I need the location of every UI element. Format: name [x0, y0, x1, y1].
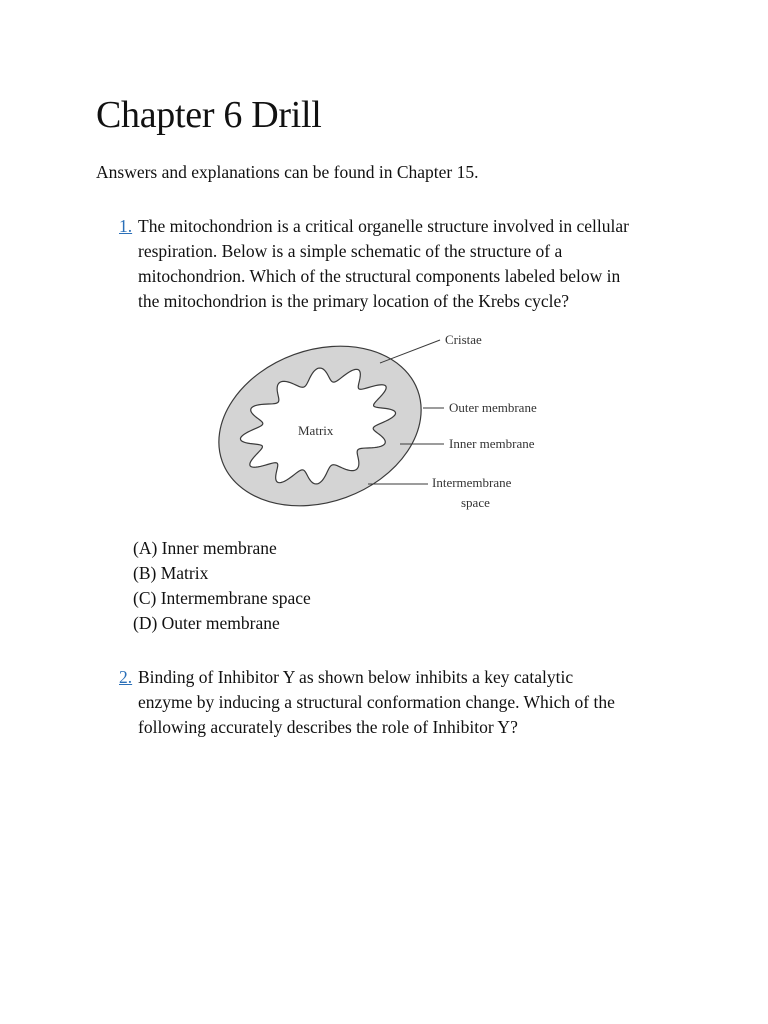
- question-2-text: [119, 665, 679, 740]
- question-1-number-link[interactable]: 1.: [119, 216, 133, 236]
- inner-membrane-label: Inner membrane: [449, 436, 535, 451]
- question-2-line: Binding of Inhibitor Y as shown below inhibits a key catalytic: [138, 667, 574, 687]
- page-title: Chapter 6 Drill: [96, 94, 322, 136]
- question-1-line: The mitochondrion is a critical organelle structure involved in cellular: [138, 216, 629, 236]
- intermembrane-space-label: space: [461, 495, 490, 510]
- question-1-options: [133, 536, 311, 636]
- option-d[interactable]: (D) Outer membrane: [133, 613, 280, 633]
- question-2-line: enzyme by inducing a structural conformation change. Which of the: [138, 692, 615, 712]
- question-2: [119, 665, 679, 740]
- question-1-line: the mitochondrion is the primary location of the Krebs cycle?: [138, 291, 570, 311]
- intermembrane-label: Intermembrane: [432, 475, 512, 490]
- question-1-line: respiration. Below is a simple schematic of the structure of a: [138, 241, 563, 261]
- option-b[interactable]: (B) Matrix: [133, 563, 209, 583]
- question-2-number-link[interactable]: 2.: [119, 667, 133, 687]
- cristae-leader-line: [380, 340, 440, 363]
- question-1-text: [119, 214, 679, 314]
- matrix-label: Matrix: [298, 423, 334, 438]
- question-2-line: following accurately describes the role of Inhibitor Y?: [138, 717, 518, 737]
- option-a[interactable]: (A) Inner membrane: [133, 538, 277, 558]
- mitochondrion-diagram: [210, 326, 560, 516]
- outer-membrane-label: Outer membrane: [449, 400, 537, 415]
- intro-text: Answers and explanations can be found in Chapter 15.: [96, 162, 479, 182]
- option-c[interactable]: (C) Intermembrane space: [133, 588, 311, 608]
- question-1-line: mitochondrion. Which of the structural components labeled below in: [138, 266, 621, 286]
- cristae-label: Cristae: [445, 332, 482, 347]
- question-1: [119, 214, 679, 314]
